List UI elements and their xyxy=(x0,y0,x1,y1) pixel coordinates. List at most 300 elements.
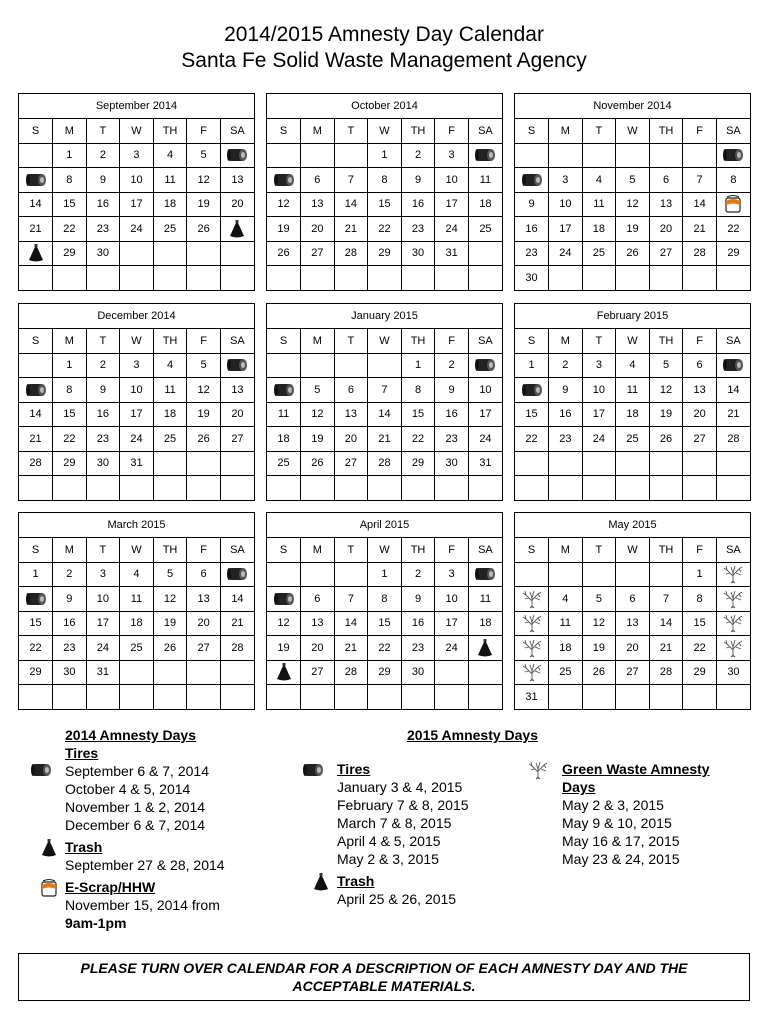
day-cell-trash xyxy=(468,636,502,661)
weekday-header: SA xyxy=(220,119,254,144)
escrap-time: 9am-1pm xyxy=(65,915,127,931)
empty-cell xyxy=(401,266,435,290)
day-cell: 29 xyxy=(368,660,402,685)
day-cell: 18 xyxy=(549,636,583,661)
day-cell: 29 xyxy=(716,241,750,266)
empty-cell xyxy=(187,266,221,290)
day-cell: 28 xyxy=(649,660,683,685)
tire-icon xyxy=(226,355,248,375)
note-line1: PLEASE TURN OVER CALENDAR FOR A DESCRIPTION OF EACH AMNESTY DAY AND THE xyxy=(80,960,688,976)
day-cell: 13 xyxy=(683,378,717,403)
weekday-header: S xyxy=(19,119,53,144)
day-cell: 13 xyxy=(220,378,254,403)
day-cell: 28 xyxy=(368,451,402,476)
empty-cell xyxy=(301,685,335,709)
day-cell: 26 xyxy=(616,241,650,266)
weekday-header: T xyxy=(582,538,616,563)
green-date: May 9 & 10, 2015 xyxy=(562,815,672,831)
day-cell: 8 xyxy=(368,168,402,193)
tire-icon xyxy=(226,145,248,165)
day-cell-green xyxy=(515,611,549,636)
day-cell: 30 xyxy=(86,241,120,266)
day-cell: 24 xyxy=(120,217,154,242)
tire-icon xyxy=(273,589,295,609)
weekday-header: TH xyxy=(401,329,435,354)
day-cell: 29 xyxy=(368,241,402,266)
day-cell: 26 xyxy=(649,427,683,452)
empty-cell xyxy=(334,476,368,500)
legend-2015-heading: 2015 Amnesty Days xyxy=(407,727,539,743)
weekday-header: SA xyxy=(716,538,750,563)
day-cell: 14 xyxy=(368,402,402,427)
empty-cell xyxy=(468,266,502,290)
day-cell: 30 xyxy=(401,241,435,266)
empty-cell xyxy=(19,266,53,290)
day-cell: 11 xyxy=(153,168,187,193)
trash-label-2015: Trash xyxy=(337,873,375,889)
empty-cell xyxy=(220,476,254,500)
weekday-header: T xyxy=(86,329,120,354)
day-cell: 9 xyxy=(401,587,435,612)
tree-icon xyxy=(527,760,549,780)
day-cell: 1 xyxy=(19,562,53,587)
tree-icon xyxy=(722,589,744,609)
tree-icon xyxy=(722,613,744,633)
day-cell: 9 xyxy=(53,587,87,612)
tire-icon xyxy=(474,145,496,165)
day-cell: 20 xyxy=(187,611,221,636)
tires-date-2014: October 4 & 5, 2014 xyxy=(65,781,191,797)
empty-cell xyxy=(468,685,502,709)
day-cell-tire xyxy=(19,168,53,193)
day-cell: 25 xyxy=(616,427,650,452)
day-cell: 10 xyxy=(435,168,469,193)
green-label-line1: Green Waste Amnesty xyxy=(562,761,710,777)
tires-label-2014: Tires xyxy=(65,745,99,761)
day-cell: 14 xyxy=(220,587,254,612)
day-cell: 23 xyxy=(86,427,120,452)
weekday-header: W xyxy=(368,119,402,144)
day-cell: 30 xyxy=(435,451,469,476)
weekday-header: T xyxy=(582,119,616,144)
day-cell-trash xyxy=(19,241,53,266)
day-cell: 8 xyxy=(368,587,402,612)
day-cell: 22 xyxy=(515,427,549,452)
weekday-header: S xyxy=(515,119,549,144)
day-cell: 28 xyxy=(334,660,368,685)
empty-cell xyxy=(468,476,502,500)
day-cell: 18 xyxy=(616,402,650,427)
day-cell: 18 xyxy=(153,402,187,427)
weekday-header: TH xyxy=(153,119,187,144)
empty-cell xyxy=(334,266,368,290)
empty-cell xyxy=(401,685,435,709)
day-cell: 21 xyxy=(716,402,750,427)
day-cell: 29 xyxy=(53,451,87,476)
empty-cell xyxy=(468,241,502,266)
day-cell: 17 xyxy=(435,611,469,636)
empty-cell xyxy=(716,266,750,290)
day-cell: 28 xyxy=(334,241,368,266)
empty-cell xyxy=(267,562,301,587)
day-cell: 23 xyxy=(549,427,583,452)
weekday-header: T xyxy=(334,538,368,563)
day-cell: 25 xyxy=(153,427,187,452)
empty-cell xyxy=(187,476,221,500)
day-cell: 5 xyxy=(616,168,650,193)
day-cell: 6 xyxy=(683,353,717,378)
day-cell: 14 xyxy=(19,402,53,427)
empty-cell xyxy=(19,143,53,168)
day-cell: 12 xyxy=(267,611,301,636)
empty-cell xyxy=(267,266,301,290)
empty-cell xyxy=(649,143,683,168)
day-cell: 17 xyxy=(120,402,154,427)
day-cell: 2 xyxy=(549,353,583,378)
weekday-header: W xyxy=(120,329,154,354)
empty-cell xyxy=(401,476,435,500)
weekday-header: M xyxy=(549,538,583,563)
day-cell-green xyxy=(716,611,750,636)
day-cell: 18 xyxy=(153,192,187,217)
day-cell: 8 xyxy=(53,378,87,403)
day-cell: 23 xyxy=(401,636,435,661)
day-cell: 6 xyxy=(649,168,683,193)
legend-2014 xyxy=(28,726,278,932)
trash-label-2014: Trash xyxy=(65,839,103,855)
empty-cell xyxy=(549,562,583,587)
empty-cell xyxy=(220,241,254,266)
day-cell: 16 xyxy=(53,611,87,636)
weekday-header: M xyxy=(549,329,583,354)
day-cell: 19 xyxy=(187,192,221,217)
empty-cell xyxy=(53,476,87,500)
tires-date-2014: December 6 & 7, 2014 xyxy=(65,817,206,833)
weekday-header: F xyxy=(187,538,221,563)
day-cell-trash xyxy=(267,660,301,685)
empty-cell xyxy=(616,685,650,709)
empty-cell xyxy=(649,562,683,587)
tire-icon xyxy=(273,170,295,190)
day-cell: 1 xyxy=(368,562,402,587)
weekday-header: T xyxy=(334,329,368,354)
day-cell: 2 xyxy=(53,562,87,587)
day-cell: 9 xyxy=(549,378,583,403)
day-cell: 12 xyxy=(187,168,221,193)
tires-date-2014: September 6 & 7, 2014 xyxy=(65,763,209,779)
legend-2014-heading: 2014 Amnesty Days xyxy=(65,727,197,743)
day-cell: 4 xyxy=(616,353,650,378)
empty-cell xyxy=(582,266,616,290)
day-cell: 19 xyxy=(267,217,301,242)
day-cell: 27 xyxy=(187,636,221,661)
empty-cell xyxy=(435,660,469,685)
empty-cell xyxy=(120,660,154,685)
tires-date-2014: November 1 & 2, 2014 xyxy=(65,799,206,815)
day-cell: 15 xyxy=(53,402,87,427)
day-cell: 8 xyxy=(53,168,87,193)
empty-cell xyxy=(153,685,187,709)
day-cell: 4 xyxy=(549,587,583,612)
day-cell: 27 xyxy=(683,427,717,452)
tires-label-2015: Tires xyxy=(337,761,371,777)
day-cell: 25 xyxy=(120,636,154,661)
day-cell: 16 xyxy=(86,402,120,427)
empty-cell xyxy=(582,685,616,709)
weekday-header: F xyxy=(683,329,717,354)
month-title: November 2014 xyxy=(515,94,750,119)
day-cell: 22 xyxy=(19,636,53,661)
empty-cell xyxy=(267,476,301,500)
empty-cell xyxy=(153,241,187,266)
empty-cell xyxy=(435,685,469,709)
day-cell: 5 xyxy=(153,562,187,587)
day-cell: 22 xyxy=(368,636,402,661)
month-calendar xyxy=(514,512,751,710)
month-calendar xyxy=(18,303,255,501)
empty-cell xyxy=(716,451,750,476)
weekday-header: T xyxy=(334,119,368,144)
day-cell-tire xyxy=(468,143,502,168)
day-cell: 12 xyxy=(582,611,616,636)
empty-cell xyxy=(549,476,583,500)
day-cell: 25 xyxy=(267,451,301,476)
day-cell: 17 xyxy=(549,217,583,242)
day-cell: 11 xyxy=(153,378,187,403)
empty-cell xyxy=(220,685,254,709)
day-cell-tire xyxy=(267,168,301,193)
day-cell: 8 xyxy=(401,378,435,403)
day-cell: 12 xyxy=(301,402,335,427)
weekday-header: S xyxy=(19,538,53,563)
weekday-header: TH xyxy=(153,329,187,354)
day-cell: 10 xyxy=(582,378,616,403)
month-calendar xyxy=(266,303,503,501)
month-title: April 2015 xyxy=(267,513,502,538)
month-title: December 2014 xyxy=(19,304,254,329)
tire-icon xyxy=(474,355,496,375)
month-title: October 2014 xyxy=(267,94,502,119)
empty-cell xyxy=(53,266,87,290)
weekday-header: F xyxy=(683,538,717,563)
empty-cell xyxy=(301,476,335,500)
empty-cell xyxy=(716,476,750,500)
weekday-header: S xyxy=(267,538,301,563)
day-cell-green xyxy=(515,587,549,612)
empty-cell xyxy=(301,266,335,290)
empty-cell xyxy=(267,143,301,168)
day-cell: 15 xyxy=(515,402,549,427)
trash-bag-icon xyxy=(310,872,332,892)
empty-cell xyxy=(649,685,683,709)
empty-cell xyxy=(267,353,301,378)
empty-cell xyxy=(334,685,368,709)
day-cell: 26 xyxy=(187,427,221,452)
day-cell: 2 xyxy=(435,353,469,378)
weekday-header: M xyxy=(53,329,87,354)
day-cell-tire xyxy=(468,562,502,587)
day-cell: 30 xyxy=(515,266,549,290)
trash-bag-icon xyxy=(474,638,496,658)
weekday-header: SA xyxy=(220,538,254,563)
day-cell: 27 xyxy=(220,427,254,452)
day-cell: 1 xyxy=(53,143,87,168)
day-cell: 5 xyxy=(187,143,221,168)
day-cell: 12 xyxy=(267,192,301,217)
day-cell: 6 xyxy=(301,168,335,193)
turn-over-note xyxy=(18,953,750,1001)
day-cell: 17 xyxy=(468,402,502,427)
tire-icon xyxy=(226,564,248,584)
day-cell: 15 xyxy=(401,402,435,427)
paint-can-icon xyxy=(722,194,744,214)
day-cell: 17 xyxy=(435,192,469,217)
weekday-header: TH xyxy=(153,538,187,563)
day-cell: 10 xyxy=(435,587,469,612)
empty-cell xyxy=(515,562,549,587)
day-cell: 27 xyxy=(334,451,368,476)
day-cell: 14 xyxy=(649,611,683,636)
tree-icon xyxy=(722,564,744,584)
empty-cell xyxy=(616,143,650,168)
day-cell: 31 xyxy=(435,241,469,266)
empty-cell xyxy=(683,451,717,476)
empty-cell xyxy=(515,143,549,168)
day-cell: 24 xyxy=(86,636,120,661)
day-cell: 23 xyxy=(53,636,87,661)
empty-cell xyxy=(301,353,335,378)
empty-cell xyxy=(334,562,368,587)
day-cell: 11 xyxy=(120,587,154,612)
empty-cell xyxy=(187,685,221,709)
day-cell: 7 xyxy=(683,168,717,193)
escrap-date: November 15, 2014 from xyxy=(65,897,220,913)
day-cell: 22 xyxy=(401,427,435,452)
weekday-header: S xyxy=(19,329,53,354)
empty-cell xyxy=(86,685,120,709)
day-cell: 25 xyxy=(549,660,583,685)
day-cell: 10 xyxy=(120,168,154,193)
day-cell: 19 xyxy=(616,217,650,242)
day-cell: 27 xyxy=(301,660,335,685)
day-cell-tire xyxy=(220,353,254,378)
empty-cell xyxy=(368,266,402,290)
weekday-header: W xyxy=(368,538,402,563)
weekday-header: TH xyxy=(401,538,435,563)
day-cell: 24 xyxy=(549,241,583,266)
day-cell: 9 xyxy=(86,378,120,403)
page-subtitle: Santa Fe Solid Waste Management Agency xyxy=(181,49,587,72)
day-cell: 16 xyxy=(401,192,435,217)
day-cell: 13 xyxy=(649,192,683,217)
empty-cell xyxy=(153,451,187,476)
day-cell: 22 xyxy=(683,636,717,661)
day-cell: 9 xyxy=(86,168,120,193)
empty-cell xyxy=(220,266,254,290)
day-cell: 4 xyxy=(153,353,187,378)
day-cell: 17 xyxy=(86,611,120,636)
day-cell: 30 xyxy=(86,451,120,476)
weekday-header: W xyxy=(120,538,154,563)
day-cell: 1 xyxy=(53,353,87,378)
day-cell: 12 xyxy=(153,587,187,612)
tree-icon xyxy=(722,638,744,658)
day-cell: 24 xyxy=(582,427,616,452)
weekday-header: SA xyxy=(220,329,254,354)
day-cell: 20 xyxy=(220,402,254,427)
weekday-header: W xyxy=(616,538,650,563)
empty-cell xyxy=(267,685,301,709)
day-cell: 23 xyxy=(435,427,469,452)
page-title: 2014/2015 Amnesty Day Calendar xyxy=(224,23,544,46)
day-cell: 29 xyxy=(683,660,717,685)
day-cell: 12 xyxy=(616,192,650,217)
day-cell: 27 xyxy=(649,241,683,266)
day-cell: 20 xyxy=(301,636,335,661)
weekday-header: F xyxy=(435,119,469,144)
month-title: March 2015 xyxy=(19,513,254,538)
weekday-header: W xyxy=(120,119,154,144)
day-cell: 6 xyxy=(301,587,335,612)
day-cell: 6 xyxy=(334,378,368,403)
trash-bag-icon xyxy=(273,662,295,682)
weekday-header: M xyxy=(301,329,335,354)
empty-cell xyxy=(19,476,53,500)
day-cell-green xyxy=(716,587,750,612)
month-calendar xyxy=(18,512,255,710)
day-cell-tire xyxy=(468,353,502,378)
day-cell: 5 xyxy=(649,353,683,378)
empty-cell xyxy=(368,685,402,709)
day-cell: 20 xyxy=(301,217,335,242)
day-cell-trash xyxy=(220,217,254,242)
empty-cell xyxy=(435,266,469,290)
day-cell: 5 xyxy=(187,353,221,378)
day-cell: 20 xyxy=(334,427,368,452)
day-cell: 21 xyxy=(334,217,368,242)
day-cell: 31 xyxy=(120,451,154,476)
day-cell: 7 xyxy=(368,378,402,403)
day-cell: 8 xyxy=(716,168,750,193)
weekday-header: S xyxy=(267,119,301,144)
day-cell: 15 xyxy=(53,192,87,217)
day-cell: 21 xyxy=(683,217,717,242)
day-cell: 1 xyxy=(401,353,435,378)
day-cell: 21 xyxy=(19,427,53,452)
empty-cell xyxy=(649,266,683,290)
empty-cell xyxy=(220,660,254,685)
empty-cell xyxy=(649,476,683,500)
empty-cell xyxy=(716,685,750,709)
weekday-header: SA xyxy=(468,538,502,563)
month-title: January 2015 xyxy=(267,304,502,329)
day-cell: 7 xyxy=(334,168,368,193)
day-cell: 25 xyxy=(582,241,616,266)
day-cell: 2 xyxy=(86,143,120,168)
day-cell: 19 xyxy=(649,402,683,427)
empty-cell xyxy=(86,266,120,290)
day-cell: 29 xyxy=(401,451,435,476)
tire-icon xyxy=(25,170,47,190)
green-date: May 23 & 24, 2015 xyxy=(562,851,680,867)
empty-cell xyxy=(616,562,650,587)
weekday-header: TH xyxy=(649,329,683,354)
tree-icon xyxy=(521,638,543,658)
empty-cell xyxy=(187,451,221,476)
day-cell: 28 xyxy=(683,241,717,266)
day-cell: 22 xyxy=(53,217,87,242)
day-cell-green xyxy=(515,636,549,661)
